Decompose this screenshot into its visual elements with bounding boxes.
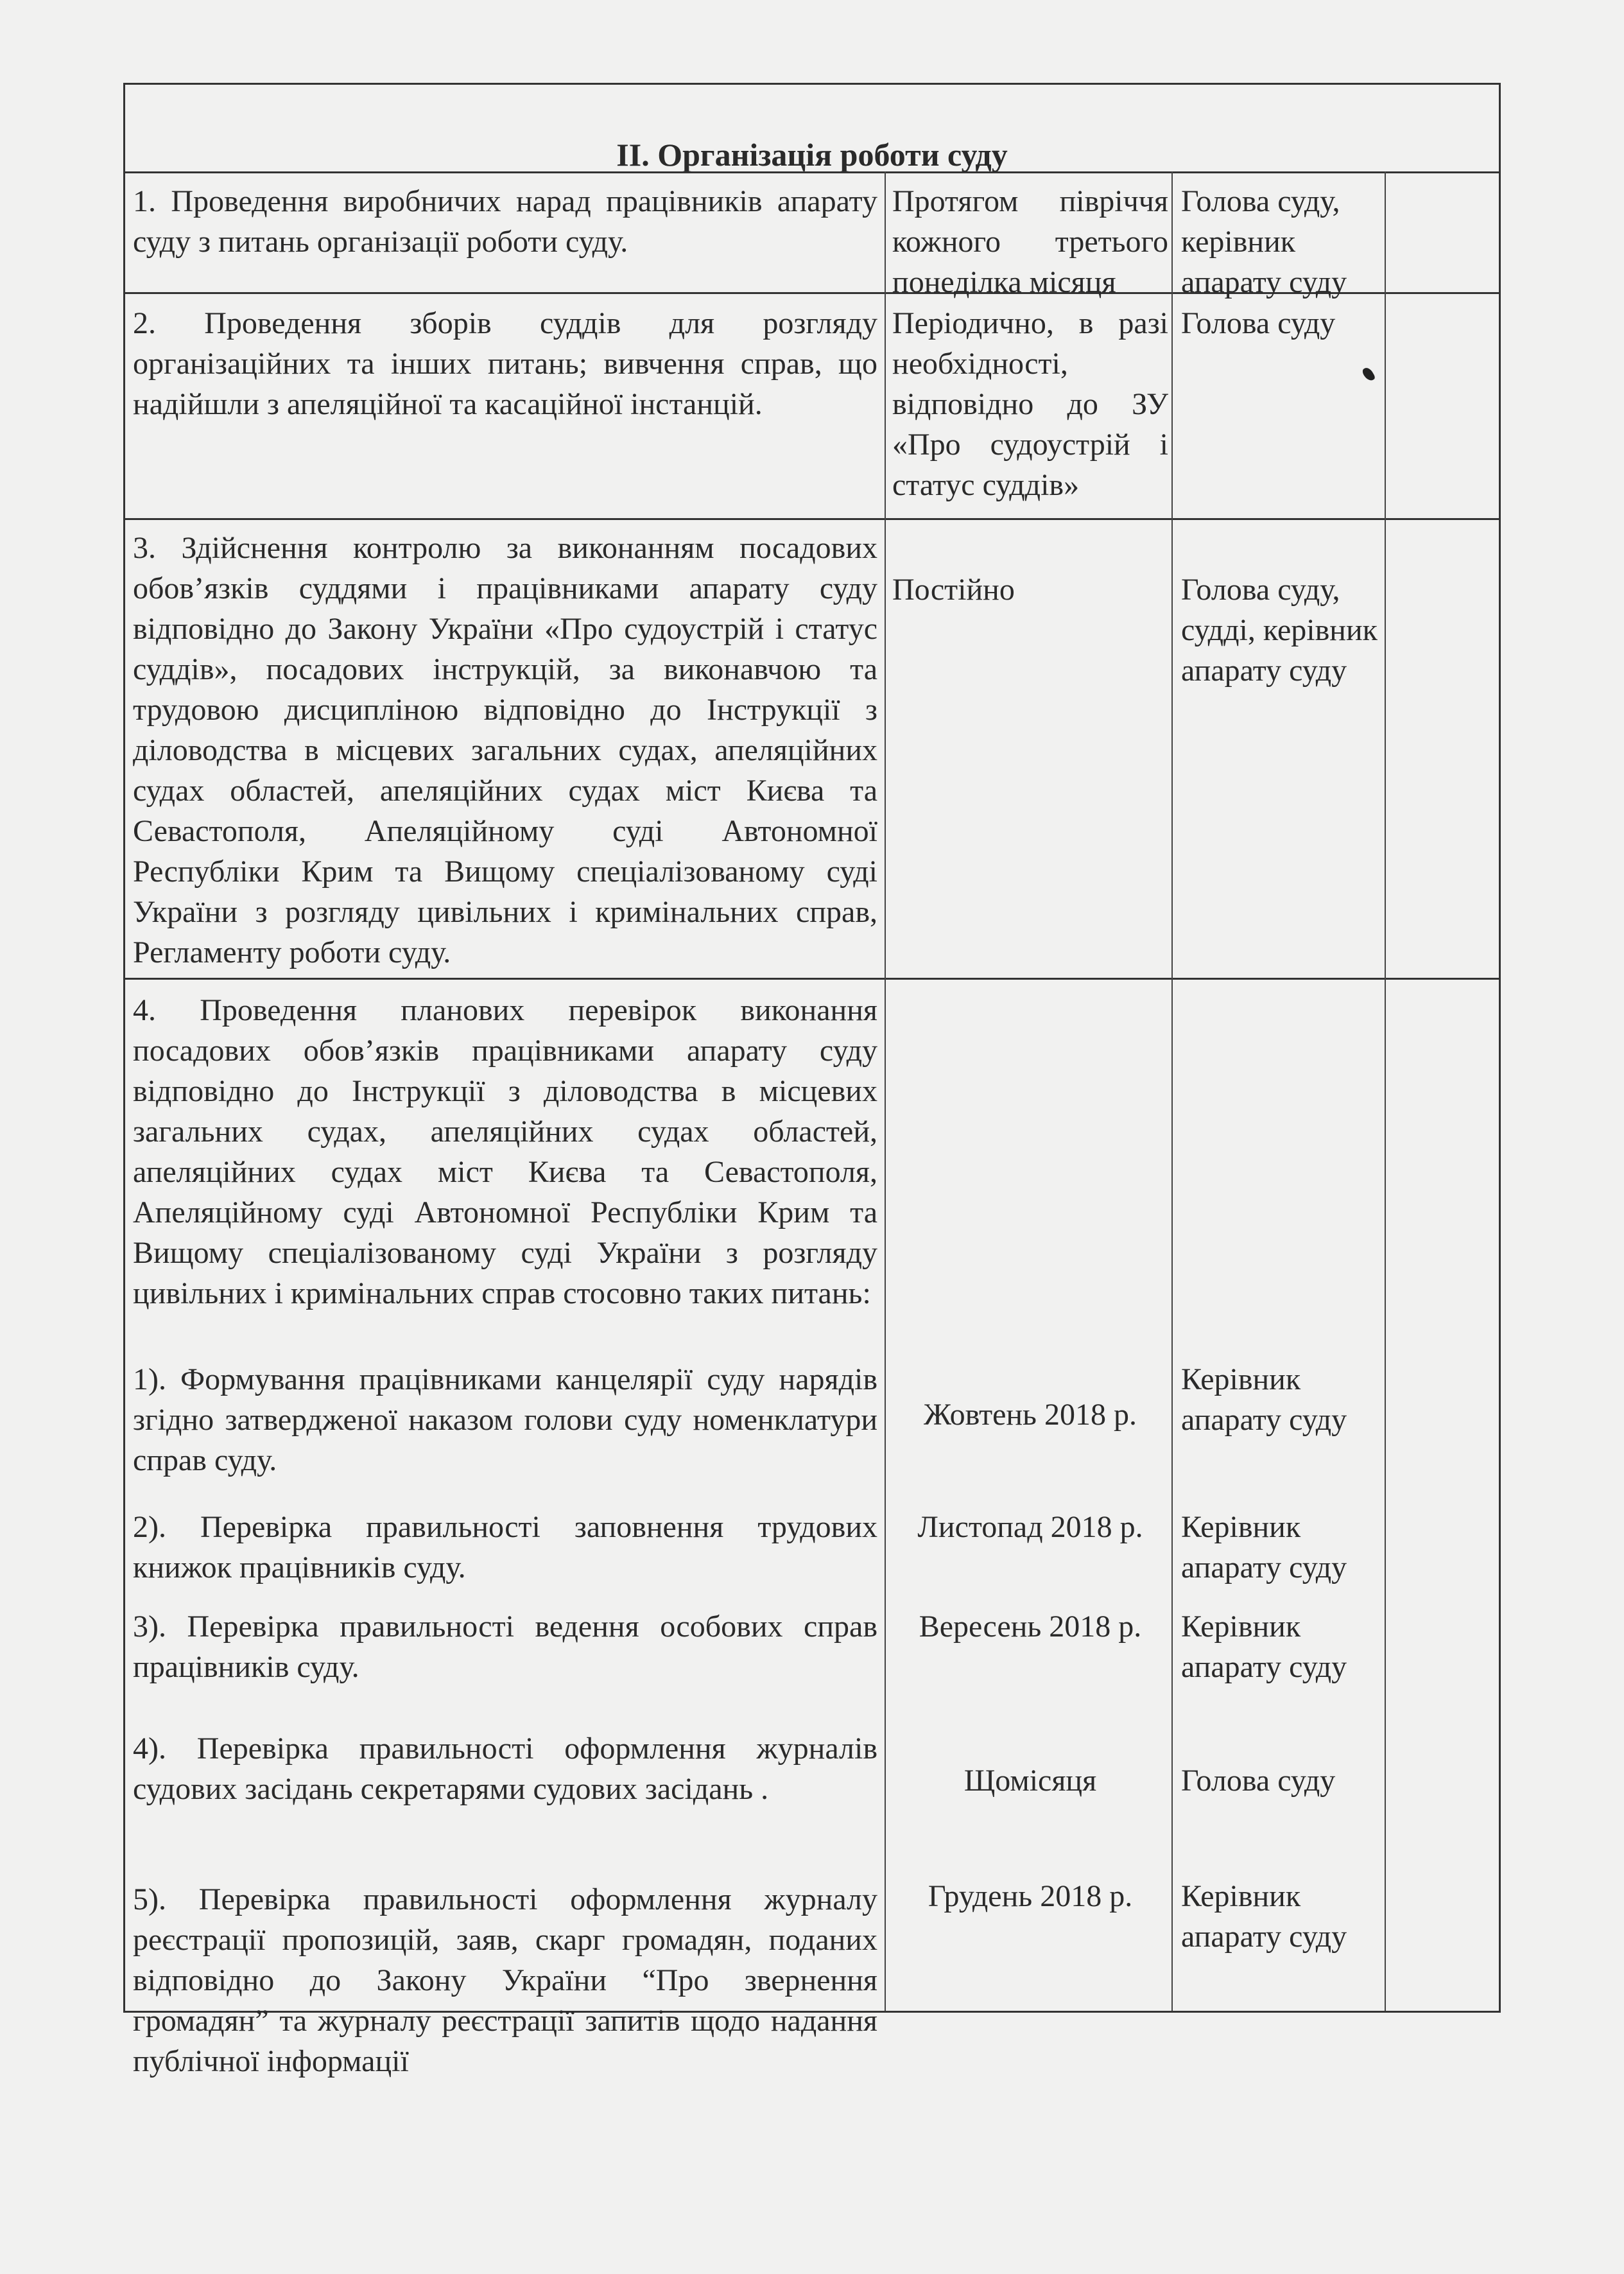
plan-table: [123, 83, 1501, 2078]
row-divider: [125, 518, 1499, 520]
task-4: 4. Проведення планових перевірок виконання посадових обов’язків працівниками апарату суду відповідно до Інструкції з діловодства в місцевих загальних судах, апеляційних судах областей, апеляційних судах міст Києва та Севастополя, Апеляційному суді Автономної Республіки Крим та Вищому спеціалізованому суді України з розгляду цивільних і кримінальних справ стосовно таких питань:: [133, 993, 877, 1310]
term-2: Періодично, в разі необхідності, відповідно до ЗУ «Про судоустрій і статус суддів»: [892, 306, 1168, 502]
subterm-1: Жовтень 2018 р.: [924, 1398, 1137, 1432]
column-divider: [1385, 171, 1386, 2011]
column-divider: [1171, 171, 1173, 2011]
subterm-2: Листопад 2018 р.: [917, 1510, 1143, 1544]
task-3: 3. Здійснення контролю за виконанням посадових обов’язків суддями і працівниками апарату суду відповідно до Закону України «Про судоустрій і статус суддів», посадових інструкцій, за виконавчою та трудовою дисципліною відповідно до Інструкції з діловодства в місцевих загальних судах, апеляційних судах областей, апеляційних судах міст Києва та Севастополя, Апеляційному суді Автономної Республіки Крим та Вищому спеціалізованому суді України з розгляду цивільних і кримінальних справ, Регламенту роботи суду.: [133, 531, 877, 969]
responsible-1: Голова суду, керівник апарату суду: [1181, 184, 1347, 299]
subterm-4: Щомісяця: [963, 1764, 1097, 1798]
subtask-3: 3). Перевірка правильності ведення особових справ працівників суду.: [133, 1610, 877, 1684]
subresponsible-3: Керівник апарату суду: [1181, 1610, 1347, 1684]
subterm-3: Вересень 2018 р.: [919, 1610, 1142, 1644]
ink-mark: [1361, 366, 1376, 383]
row-divider: [125, 978, 1499, 980]
task-2: 2. Проведення зборів суддів для розгляду організаційних та інших питань; вивчення справ, що надійшли з апеляційної та касаційної інстанцій.: [133, 306, 877, 421]
task-1: 1. Проведення виробничих нарад працівників апарату суду з питань організації роботи суду.: [133, 184, 877, 259]
subterm-5: Грудень 2018 р.: [928, 1879, 1133, 1913]
subresponsible-5: Керівник апарату суду: [1181, 1879, 1347, 1954]
row-divider: [125, 171, 1499, 173]
subtask-2: 2). Перевірка правильності заповнення трудових книжок працівників суду.: [133, 1510, 877, 1584]
section-title: ІІ. Організація роботи суду: [616, 137, 1008, 173]
subresponsible-2: Керівник апарату суду: [1181, 1510, 1347, 1584]
column-divider: [885, 171, 886, 2011]
subresponsible-4: Голова суду: [1181, 1764, 1336, 1798]
subtask-5: 5). Перевірка правильності оформлення журналу реєстрації пропозицій, заяв, скарг громадян, поданих відповідно до Закону України “Про звернення громадян” та журналу реєстрації запитів щодо надання публічної інформації: [133, 1882, 877, 2078]
term-1: Протягом півріччя кожного третього понеділка місяця: [892, 184, 1168, 299]
subresponsible-1: Керівник апарату суду: [1181, 1362, 1347, 1437]
term-3: Постійно: [892, 573, 1015, 607]
responsible-3: Голова суду, судді, керівник апарату суду: [1181, 573, 1378, 688]
subtask-4: 4). Перевірка правильності оформлення журналів судових засідань секретарями судових засідань .: [133, 1732, 877, 1806]
responsible-2: Голова суду: [1181, 306, 1336, 340]
subtask-1: 1). Формування працівниками канцелярії суду нарядів згідно затвердженої наказом голови суду номенклатури справ суду.: [133, 1362, 877, 1477]
